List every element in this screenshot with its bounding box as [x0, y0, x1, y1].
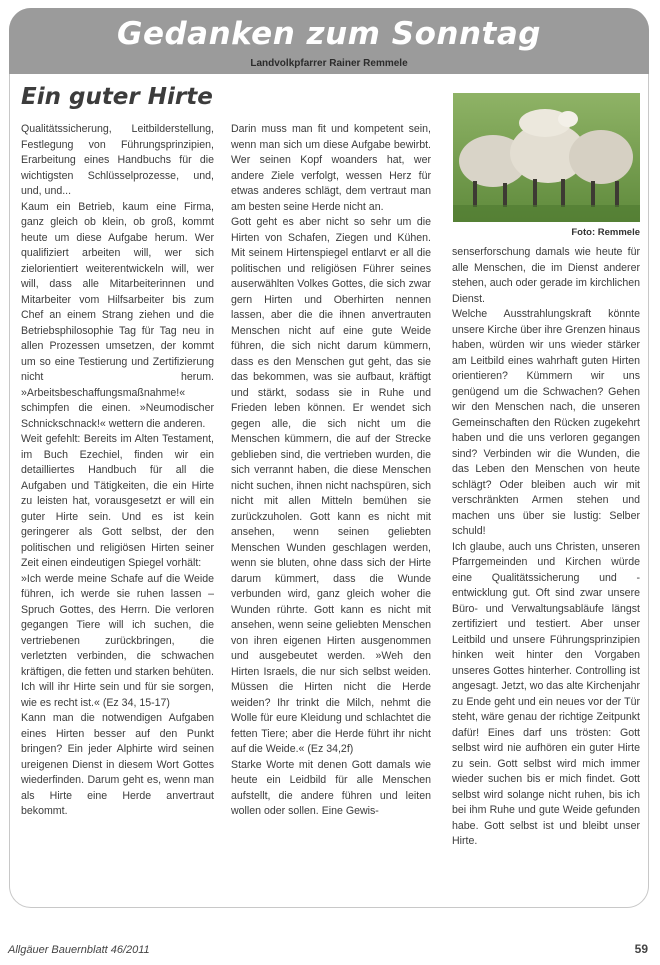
paragraph: Gott geht es aber nicht so sehr um die Hirten von Schafen, Ziegen und Kühen. Mit seinem Hirtenspiegel entlarvt er all die politischen und religiösen Führer seines auserwählten Volkes Gottes, die sich zwar gern Hirten und Oberhirten nennen lassen, aber die die ihnen anvertrauten Menschen nicht auf eine gute Weide führen, die sich nicht darum kümmern, dass es den Menschen gut geht, das sie das bekommen, was sie aufbaut, kräftigt und stärkt, sodass sie in Ruhe und Frieden leben können. Er wendet sich gegen alle, die sich nicht um die Menschen kümmern, die auf der Strecke geblieben sind, die vertrieben wurden, die sich verrannt haben, die diese Menschen nicht suchen, ihnen nicht nachspüren, sich nicht mit allen Mitteln bemühen sie zurückzuholen. Gott kann es nicht mit ansehen, wenn seinen geliebten Menschen Wunden geschlagen werden, wenn sie bluten, ohne dass sich der Hirte darum kümmert, dass die Wunde verbunden wird, ganz gleich woher die Wunden rührte. Gott kann es nicht mit ansehen, wenn seine geliebten Menschen von ihren eigenen Hirten ausgenommen und ausgebeutet werden. »Weh den Hirten Israels, die nur sich selbst weiden. Müssen die Hirten nicht die Herde weiden? Ihr trinkt die Milch, nehmt die Wolle für eure Kleidung und schlachtet die fetten Tiere; aber die Herde führt ihr nicht auf die Weide.« (Ez 34,2f) — [231, 216, 431, 755]
paragraph: Qualitätssicherung, Leitbilderstellung, Festlegung von Führungsprinzipien, Erarbeitung eines Handbuchs für die wichtigsten Schlüsselprozesse, und, und, und... — [21, 123, 214, 197]
paragraph: »Ich werde meine Schafe auf die Weide führen, ich werde sie ruhen lassen – Spruch Gottes, des Herrn. Die verloren gegangen Tiere will ich suchen, die vertriebenen zurückbringen, die verletzten verbinden, die schwachen kräftigen, die fetten und starken behüten. Ich will ihr Hirte sein und für sie sorgen, wie es recht ist.« (Ez 34, 15-17) — [21, 572, 214, 709]
sheep-photo — [453, 93, 640, 222]
paragraph: Welche Ausstrahlungskraft könnte unsere Kirche über ihre Grenzen hinaus haben, würden wir uns wieder stärker am Leitbild eines wahrhaft guten Hirten orientieren? Kümmern wir uns genügend um die Schwachen? Gehen wir den Menschen nach, die unseren Gemeinschaften den Rücken zugekehrt haben und die uns verloren gegangen sind? Verbinden wir die Wunden, die das Leben den Menschen von heute schlägt? Oder bleiben auch wir mit verschränkten Armen stehen und machen uns über sie lustig: Selber schuld! — [452, 308, 640, 537]
paragraph: Kann man die notwendigen Aufgaben eines Hirten besser auf den Punkt bringen? Ein jeder Alphirte wird seinen ureigenen Dienst in diesem Wort Gottes wiederfinden. Darum geht es, wenn man als Hirte eine Herde anvertraut bekommt. — [21, 712, 214, 817]
article-headline: Ein guter Hirte — [21, 84, 213, 110]
photo-credit: Foto: Remmele — [571, 227, 640, 238]
text-column-2 — [231, 122, 431, 902]
author-line: Landvolkpfarrer Rainer Remmele — [250, 58, 408, 69]
section-banner — [9, 8, 649, 74]
section-title: Gedanken zum Sonntag — [117, 16, 541, 52]
paragraph: senserforschung damals wie heute für alle Menschen, die im Dienst anderer stehen, auch oder gerade im kirchlichen Dienst. — [452, 246, 640, 305]
paragraph: Starke Worte mit denen Gott damals wie heute ein Leidbild für alle Menschen aufstellt, die andere führen und leiten wollen oder sollen. Eine Gewis- — [231, 758, 431, 817]
text-column-3 — [452, 245, 640, 895]
paragraph: Weit gefehlt: Bereits im Alten Testament, im Buch Ezechiel, finden wir ein detailliertes Handbuch für all die Aufgaben und Tätigkeiten, die ein Hirte zu leisten hat, vorausgesetzt er will ein guter Hirte sein. Und es ist kein geringerer als Gott selbst, der den politischen und religiösen Hirten seiner Zeit einen eindeutigen Spiegel vorhält: — [21, 433, 214, 569]
paragraph: Darin muss man fit und kompetent sein, wenn man sich um diese Aufgabe bewirbt. Wer seinen Kopf woanders hat, wer andere Ziele verfolgt, wessen Herz für etwas anderes schlägt, dem vertraut man am besten seine Herde nicht an. — [231, 123, 431, 213]
page-number: 59 — [634, 942, 648, 956]
paragraph: Ich glaube, auch uns Christen, unseren Pfarrgemeinden und Kirchen würde eine Qualitätssicherung und -entwicklung gut. Oft sind zwar unsere Büro- und Verwaltungsabläufe längst zertifiziert und testiert. Aber unser Leitbild und unsere Führungsprinzipien hinken weit hinter den Vorgaben unseres Gottes hinterher. Controlling ist angesagt. Jetzt, wo das alte Kirchenjahr zu Ende geht und ein neues vor der Tür steht, wäre genau der richtige Zeitpunkt dafür! Eines darf uns trösten: Gott selbst wird nie aufhören ein guter Hirte zu sein. Gott selbst wird mich immer wieder suchen bis er mich findet. Gott selbst wird solange nicht ruhen, bis ich bei ihm Ruhe und gute Weide gefunden habe. Gott selbst ist und bleibt unser Hirte. — [452, 540, 640, 847]
text-column-1 — [21, 122, 214, 902]
paragraph: Kaum ein Betrieb, kaum eine Firma, ganz gleich ob klein, ob groß, kommt heute um diese Aufgabe herum. Wer qualifiziert arbeiten will, wer sich zielorientiert weiterentwickeln will, wer will, dass alle Mitarbeiterinnen und Mitarbeiter vom Hilfsarbeiter bis zum Chef an einem Strang ziehen und die Betriebsphilosophie Tag für Tag neu in allen Prozessen umsetzen, der kommt um so eine Testierung und Zertifizierung nicht herum. »Arbeitsbeschaffungsmaßnahme!« schimpfen die einen. »Neumodischer Schnickschnack!« wettern die anderen. — [21, 200, 214, 430]
publication-name: Allgäuer Bauernblatt 46/2011 — [8, 944, 150, 956]
